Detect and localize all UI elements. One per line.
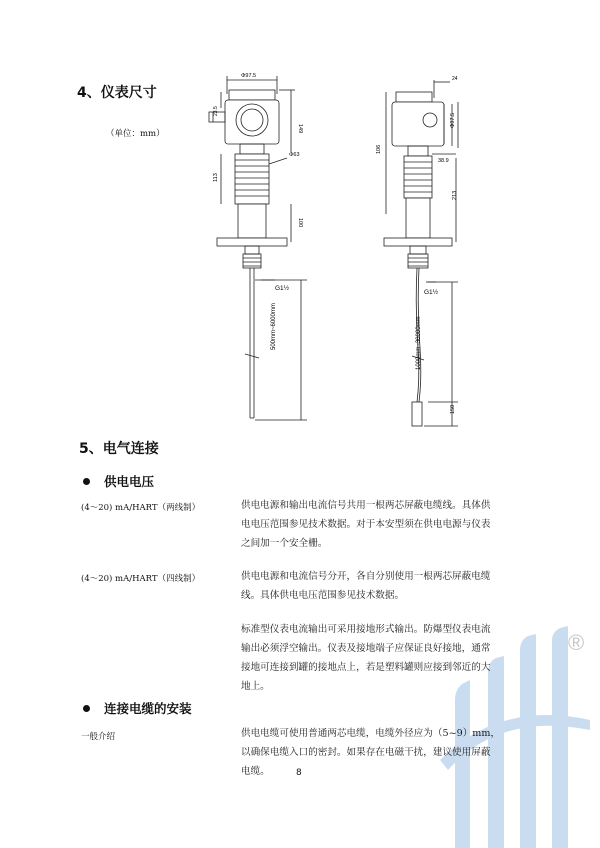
dim-d63: Φ63 <box>289 152 300 158</box>
watermark-registered: ® <box>568 630 585 655</box>
dim-side-small-right: 24 <box>452 76 458 82</box>
power-item-1-line-1: 供电电源和输出电流信号共用一根两芯屏蔽电缆线。具体供 <box>241 500 491 511</box>
dim-length-right: 1000mm~30000mm <box>416 316 422 370</box>
power-heading: 供电电压 <box>104 474 155 489</box>
unit-note: （单位：mm） <box>106 129 165 139</box>
power-item-1-line-2: 电电压范围参见技术数据。对于本安型须在供电电源与仪表 <box>241 519 491 530</box>
dim-h113: 113 <box>213 173 219 182</box>
power-item-2-line-2: 线。具体供电电压范围参见技术数据。 <box>241 590 405 601</box>
bullet-icon <box>83 478 90 485</box>
power-item-2-label: (4～20) mA/HART（四线制） <box>81 574 201 584</box>
dim-d97-right: Φ97.5 <box>450 112 456 128</box>
dim-h149: 149 <box>297 124 303 134</box>
dim-w38: 38.9 <box>438 158 449 164</box>
dim-length: 500mm~6000mm <box>271 303 277 350</box>
dim-h150: 150 <box>450 404 456 414</box>
power-note-line-1: 标准型仪表电流输出可采用接地形式输出。防爆型仪表电流 <box>241 624 491 635</box>
power-item-1-text <box>241 496 561 553</box>
power-item-2-line-1: 供电电源和电流信号分开，各自分别使用一根两芯屏蔽电缆 <box>241 571 491 582</box>
dim-side-small: 23.5 <box>213 106 219 116</box>
dim-d-top: Φ97.5 <box>241 73 257 79</box>
dim-h213: 213 <box>452 190 458 200</box>
dim-h100: 100 <box>297 218 303 228</box>
page-number: 8 <box>296 768 302 778</box>
drawing-right-diagram <box>372 68 482 438</box>
cable-line-3: 电缆。 <box>241 766 270 777</box>
power-item-1-label: (4～20) mA/HART（两线制） <box>81 503 201 513</box>
power-item-2-text <box>241 567 561 605</box>
power-note-line-2: 输出必须浮空输出。仪表及接地端子应保证良好接地，通常 <box>241 643 491 654</box>
power-note-line-3: 接地可连接到罐的接地点上，若是塑料罐则应接到邻近的大 <box>241 662 491 673</box>
cable-label: 一般介绍 <box>81 732 116 742</box>
cable-line-2: 以确保电缆入口的密封。如果存在电磁干扰，建议使用屏蔽 <box>241 747 491 758</box>
cable-heading: 连接电缆的安装 <box>104 701 192 716</box>
power-note-line-4: 地上。 <box>241 681 270 692</box>
dim-h106: 106 <box>376 144 382 154</box>
section-4-title: 4、仪表尺寸 <box>77 85 157 101</box>
dim-thread-right: G1½ <box>424 289 439 296</box>
bullet-icon <box>83 705 90 712</box>
power-item-1-line-3: 之间加一个安全栅。 <box>241 538 328 549</box>
section-5-title: 5、电气连接 <box>79 441 159 457</box>
drawing-left-diagram <box>195 68 335 438</box>
cable-text <box>241 724 561 781</box>
dim-thread: G1½ <box>275 285 290 292</box>
power-note-text <box>241 620 561 696</box>
cable-line-1: 供电电缆可使用普通两芯电缆，电缆外径应为（5~9）mm， <box>241 728 501 739</box>
